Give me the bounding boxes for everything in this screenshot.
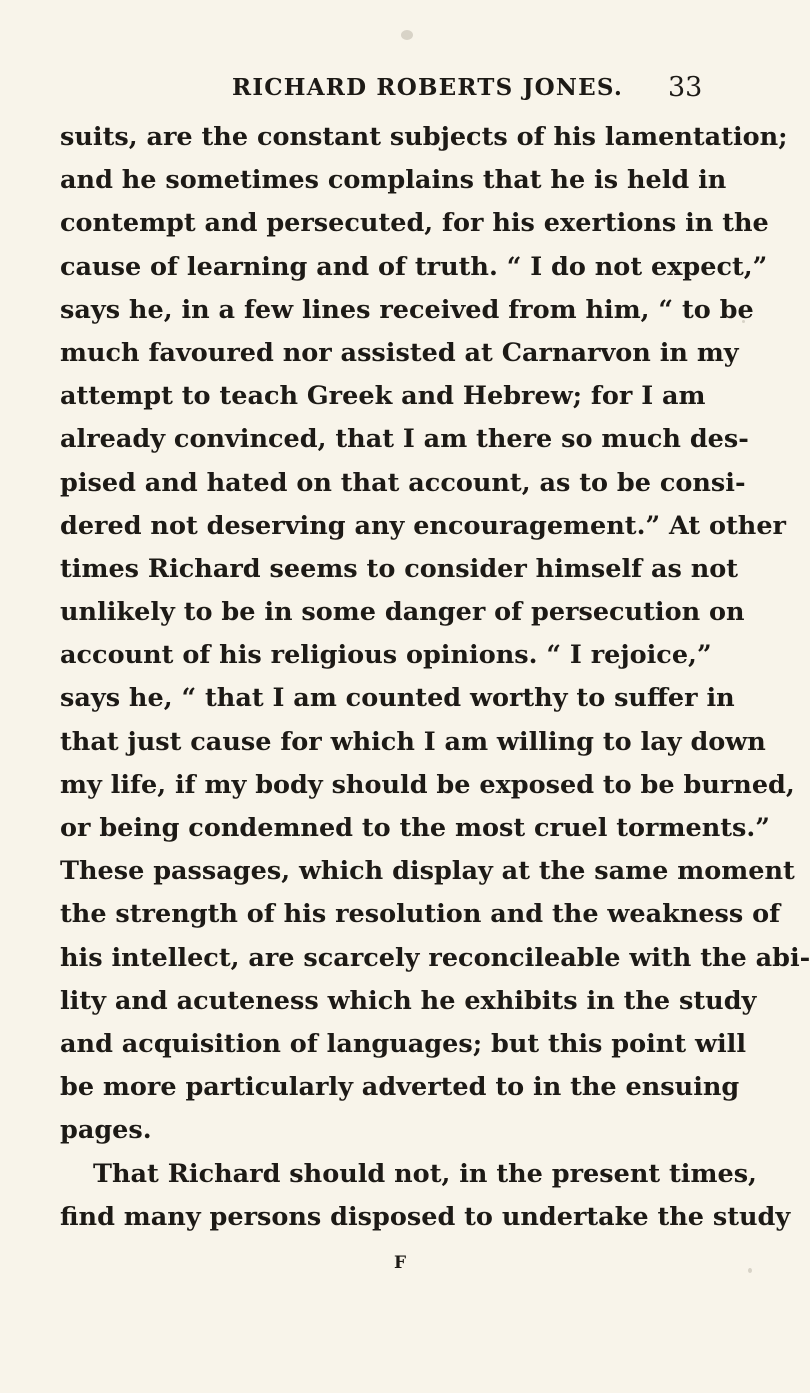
paper-spot [748,1268,752,1273]
text-line: These passages, which display at the same moment [60,856,795,887]
text-line: the strength of his resolution and the weakness of [60,899,781,930]
text-line: his intellect, are scarcely reconcileable with the abi- [60,942,810,973]
text-line: much favoured nor assisted at Carnarvon in my [60,337,739,368]
paper-spot [401,30,413,40]
text-line: contempt and persecuted, for his exertions in the [60,208,769,239]
running-head: RICHARD ROBERTS JONES. [232,74,624,101]
page-header [0,70,800,110]
text-line: my life, if my body should be exposed to be burned, [60,769,795,800]
page-number: 33 [668,72,703,103]
text-line: find many persons disposed to undertake the study [60,1201,791,1232]
text-line: cause of learning and of truth. “ I do not expect,” [60,251,768,282]
paper-spot [742,320,745,323]
text-line: pised and hated on that account, as to be consi- [60,467,746,498]
text-line: that just cause for which I am willing to lay down [60,726,766,757]
text-line: and he sometimes complains that he is held in [60,165,727,196]
signature-mark: F [393,1253,407,1273]
text-line: be more particularly adverted to in the ensuing [60,1072,740,1103]
text-line: attempt to teach Greek and Hebrew; for I am [60,381,706,412]
text-line: already convinced, that I am there so much des- [60,424,749,455]
text-line: suits, are the constant subjects of his lamentation; [60,122,788,152]
text-line: pages. [60,1115,152,1146]
body-text [60,116,810,1239]
text-line: That Richard should not, in the present times, [93,1158,757,1189]
text-line: account of his religious opinions. “ I rejoice,” [60,640,712,671]
text-line: says he, in a few lines received from him, “ to be [60,294,754,325]
text-line: lity and acuteness which he exhibits in the study [60,985,757,1016]
text-line: dered not deserving any encouragement.” At other [60,510,786,541]
text-line: and acquisition of languages; but this point will [60,1028,747,1059]
text-line: times Richard seems to consider himself as not [60,553,739,584]
text-line: says he, “ that I am counted worthy to suffer in [60,683,735,714]
text-line: unlikely to be in some danger of persecution on [60,597,745,628]
text-line: or being condemned to the most cruel torments.” [60,813,770,843]
